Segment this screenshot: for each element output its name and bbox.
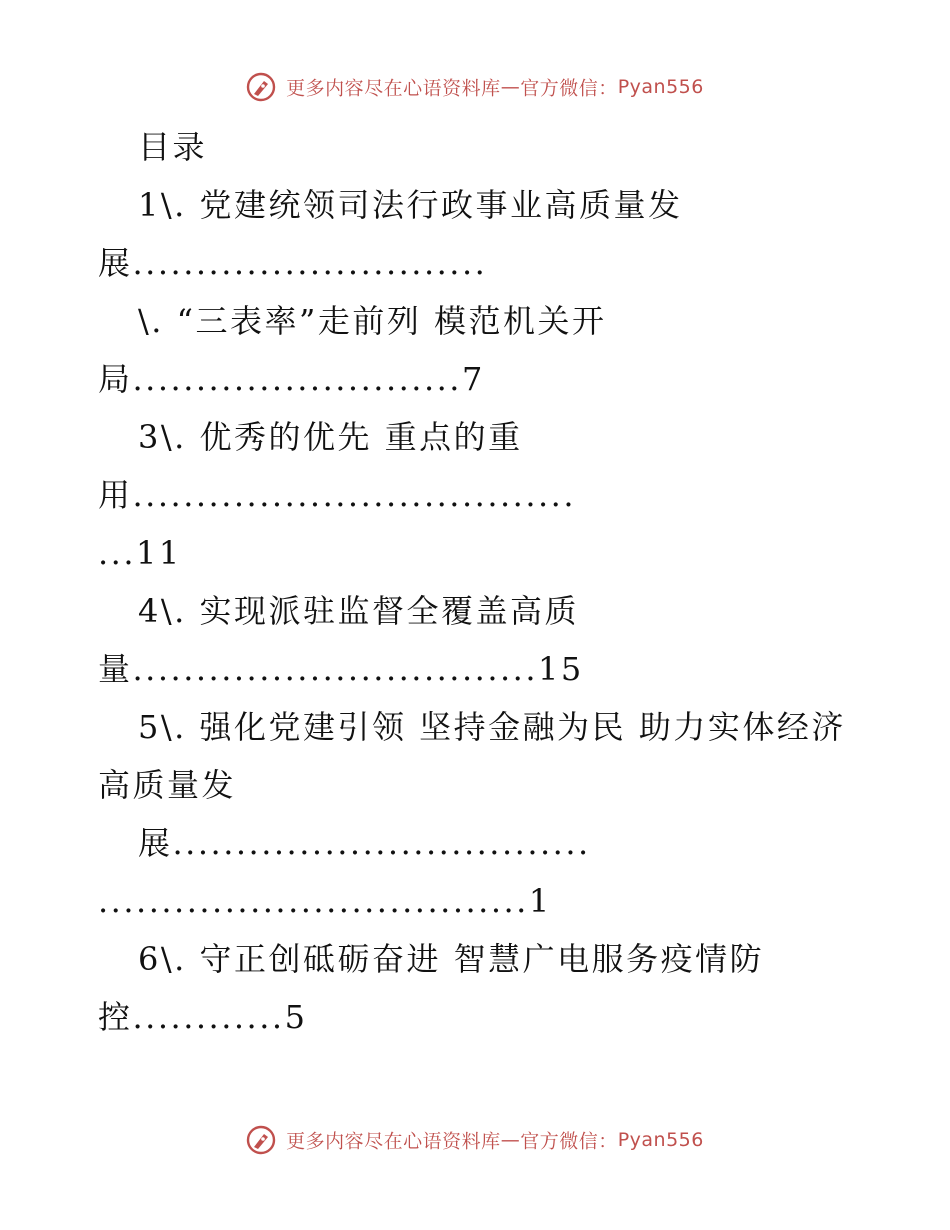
footer-watermark bbox=[0, 1125, 950, 1155]
watermark-separator: — bbox=[500, 76, 521, 98]
toc-entry-2-title: \. “三表率”走前列 模范机关开 bbox=[138, 302, 607, 340]
toc-entry-5-title: 5\. 强化党建引领 坚持金融为民 助力实体经济 bbox=[138, 708, 846, 746]
toc-entry-1-leader: 展............................ bbox=[98, 244, 488, 282]
toc-entry-5-title-cont: 高质量发 bbox=[98, 766, 237, 804]
watermark-text: 更多内容尽在心语资料库 bbox=[286, 77, 501, 100]
table-of-contents bbox=[98, 118, 858, 1046]
toc-entry-4-title: 4\. 实现派驻监督全覆盖高质 bbox=[138, 592, 579, 630]
toc-entry-3-leader: 用................................... bbox=[98, 476, 577, 514]
toc-entry-6-title: 6\. 守正创砥砺奋进 智慧广电服务疫情防 bbox=[138, 940, 765, 978]
toc-entry-4-leader: 量................................15 bbox=[98, 650, 584, 688]
watermark-handle: Pyan556 bbox=[617, 76, 704, 98]
toc-entry-3-page: ...11 bbox=[98, 534, 182, 572]
toc-entry-6-leader: 控............5 bbox=[98, 998, 308, 1036]
toc-entry-5-page: ..................................1 bbox=[98, 882, 552, 920]
watermark-separator: — bbox=[500, 1129, 521, 1151]
toc-heading: 目录 bbox=[138, 128, 208, 166]
toc-entry-2-leader: 局..........................7 bbox=[98, 360, 485, 398]
watermark-text: 更多内容尽在心语资料库 bbox=[286, 1130, 501, 1153]
watermark-wechat-label: 官方微信： bbox=[520, 1130, 618, 1153]
header-watermark bbox=[0, 72, 950, 102]
toc-entry-5-leader: 展................................. bbox=[138, 824, 591, 862]
toc-entry-1-title: 1\. 党建统领司法行政事业高质量发 bbox=[138, 186, 683, 224]
pen-nib-icon bbox=[246, 1125, 276, 1155]
pen-nib-icon bbox=[246, 72, 276, 102]
watermark-wechat-label: 官方微信： bbox=[520, 77, 618, 100]
watermark-handle: Pyan556 bbox=[617, 1129, 704, 1151]
toc-entry-3-title: 3\. 优秀的优先 重点的重 bbox=[138, 418, 523, 456]
